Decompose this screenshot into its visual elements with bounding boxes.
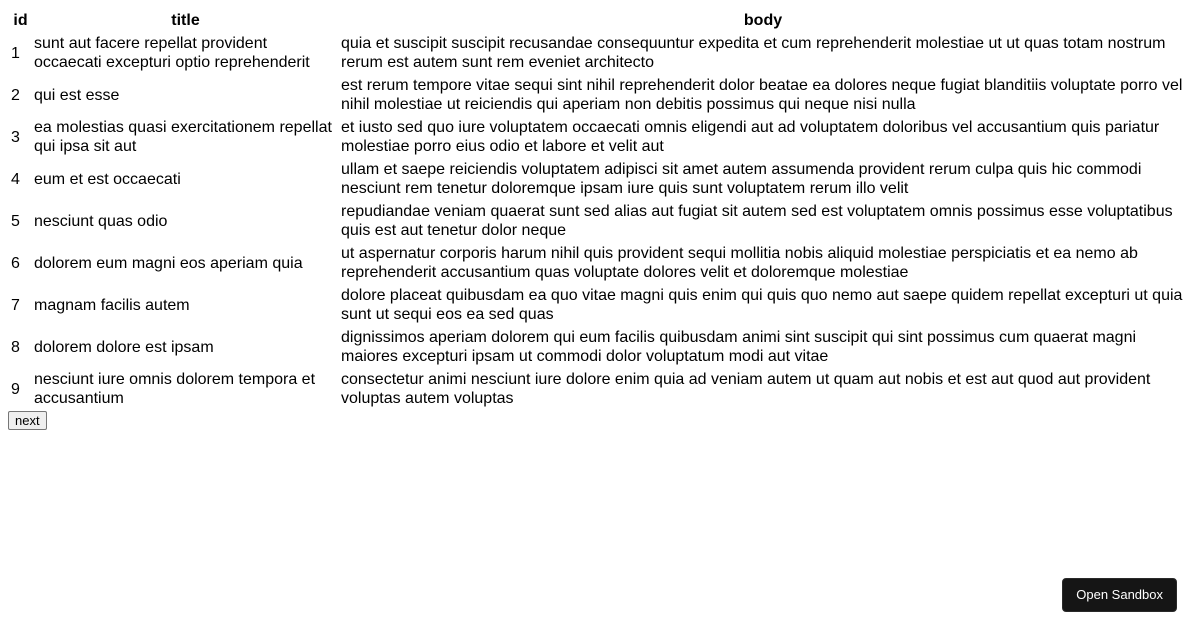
row-body: ullam et saepe reiciendis voluptatem adipisci sit amet autem assumenda provident rerum culpa quis hic commodi nesciunt rem tenetur doloremque ipsam iure quis sunt voluptatem rerum illo velit (341, 161, 1142, 197)
open-sandbox-button[interactable]: Open Sandbox (1062, 578, 1177, 612)
row-body: dignissimos aperiam dolorem qui eum facilis quibusdam animi sint suscipit qui sint possimus cum quaerat magni maiores excepturi ipsam ut commodi dolor voluptatum modi aut vitae (341, 329, 1137, 365)
table-header-row (10, 10, 1186, 31)
row-title: qui est esse (34, 86, 120, 104)
table-row (10, 201, 1186, 241)
row-body: dolore placeat quibusdam ea quo vitae magni quis enim qui quis quo nemo aut saepe quidem repellat excepturi ut quia sunt ut sequi eos ea sed quas (341, 287, 1183, 323)
next-page-button[interactable]: next (8, 411, 47, 430)
column-header-id: id (13, 12, 28, 29)
column-header-title: title (171, 12, 200, 29)
row-id: 1 (11, 44, 20, 62)
table-row (10, 117, 1186, 157)
column-header-body: body (743, 12, 783, 29)
row-id: 4 (11, 170, 20, 188)
table-row (10, 159, 1186, 199)
row-id: 2 (11, 86, 20, 104)
row-body: et iusto sed quo iure voluptatem occaecati omnis eligendi aut ad voluptatem doloribus vel accusantium quis pariatur molestiae porro eius odio et labore et velit aut (341, 119, 1160, 155)
table-row (10, 33, 1186, 73)
row-title: ea molestias quasi exercitationem repellat qui ipsa sit aut (34, 119, 332, 155)
row-id: 5 (11, 212, 20, 230)
row-title: dolorem dolore est ipsam (34, 338, 214, 356)
row-id: 7 (11, 296, 20, 314)
row-id: 6 (11, 254, 20, 272)
row-title: sunt aut facere repellat provident occaecati excepturi optio reprehenderit (34, 35, 310, 71)
row-title: nesciunt iure omnis dolorem tempora et accusantium (34, 371, 316, 407)
row-body: repudiandae veniam quaerat sunt sed alias aut fugiat sit autem sed est voluptatem omnis possimus esse voluptatibus quis est aut tenetur dolor neque (341, 203, 1173, 239)
table-row (10, 243, 1186, 283)
row-title: dolorem eum magni eos aperiam quia (34, 254, 303, 272)
table-row (10, 285, 1186, 325)
row-id: 3 (11, 128, 20, 146)
table-row (10, 75, 1186, 115)
row-id: 9 (11, 380, 20, 398)
table-row (10, 327, 1186, 367)
row-title: eum et est occaecati (34, 170, 181, 188)
row-id: 8 (11, 338, 20, 356)
row-body: ut aspernatur corporis harum nihil quis provident sequi mollitia nobis aliquid molestiae perspiciatis et ea nemo ab reprehenderit accusantium quas voluptate dolores velit et doloremque molestiae (341, 245, 1138, 281)
row-title: nesciunt quas odio (34, 212, 168, 230)
row-body: consectetur animi nesciunt iure dolore enim quia ad veniam autem ut quam aut nobis et est aut quod aut provident voluptas autem voluptas (341, 371, 1151, 407)
row-body: est rerum tempore vitae sequi sint nihil reprehenderit dolor beatae ea dolores neque fugiat blanditiis voluptate porro vel nihil molestiae ut reiciendis qui aperiam non debitis possimus qui neque nisi nulla (341, 77, 1183, 113)
table-row (10, 369, 1186, 409)
row-title: magnam facilis autem (34, 296, 190, 314)
posts-table (8, 8, 1188, 411)
row-body: quia et suscipit suscipit recusandae consequuntur expedita et cum reprehenderit molestiae ut ut quas totam nostrum rerum est autem sunt rem eveniet architecto (341, 35, 1166, 71)
